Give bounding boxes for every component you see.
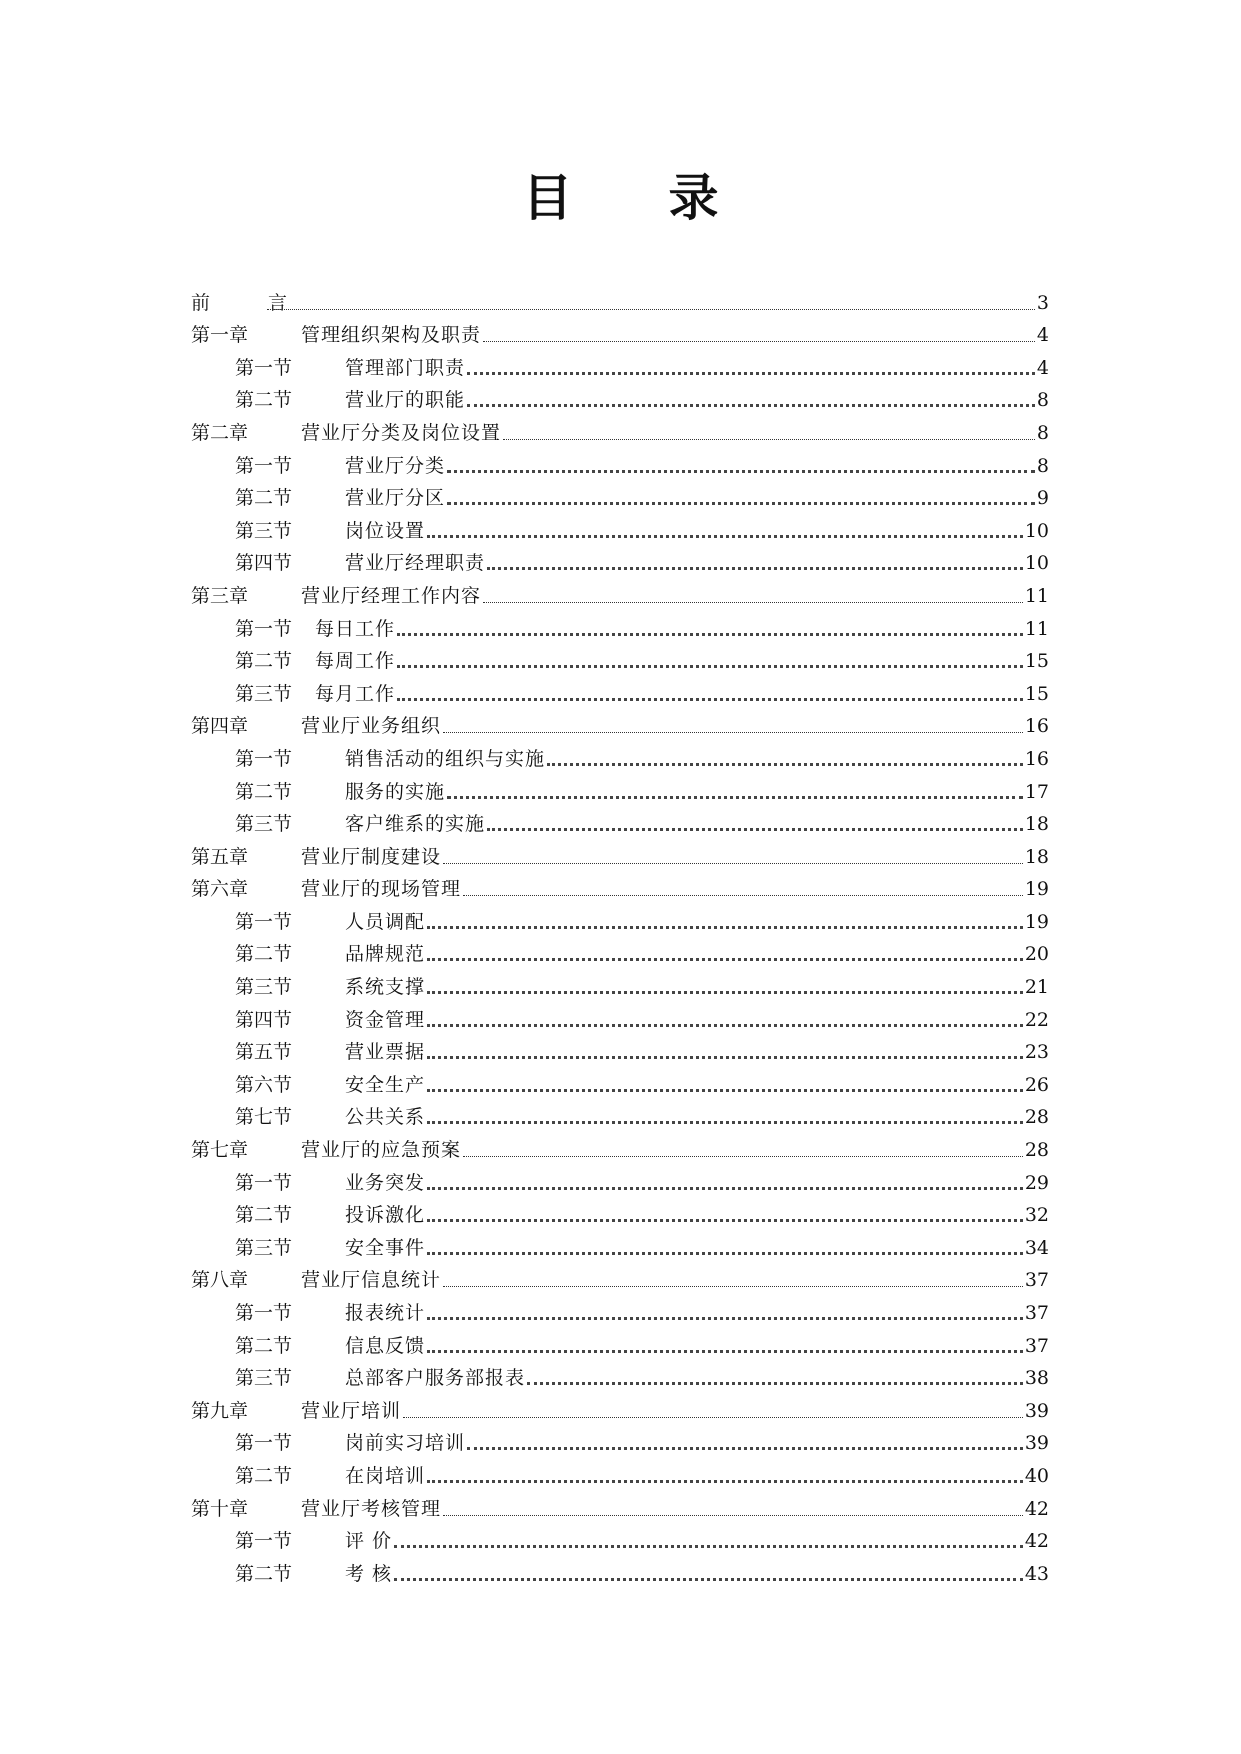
toc-section-entry[interactable] [191,998,1049,1031]
dot-leader [394,1545,1023,1548]
chapter-title: 营业厅分类及岗位设置 [301,421,502,444]
dot-leader [427,1121,1023,1124]
toc-section-entry[interactable] [191,1422,1049,1455]
section-title: 营业厅分区 [345,487,446,510]
section-number: 第四节 [235,552,293,575]
toc-page-number: 23 [1024,1041,1049,1064]
section-number: 第二节 [235,487,293,510]
section-number: 第二节 [235,1334,293,1357]
section-number: 第一节 [235,910,293,933]
toc-page-number: 11 [1024,584,1049,607]
section-title: 报表统计 [345,1302,426,1324]
dot-leader [463,895,1023,896]
dot-leader [443,732,1023,733]
dot-leader [427,1024,1023,1027]
section-title: 总部客户服务部报表 [345,1367,526,1390]
toc-page-number: 15 [1024,650,1049,673]
section-number: 第三节 [235,813,293,836]
section-title: 在岗培训 [345,1464,426,1487]
section-number: 第六节 [235,1073,293,1096]
section-number: 第一节 [235,617,293,640]
chapter-number: 第一章 [191,324,249,347]
toc-section-entry[interactable] [191,933,1049,966]
chapter-number: 第七章 [191,1139,249,1162]
dot-leader [427,535,1023,538]
section-title: 管理部门职责 [345,356,466,379]
toc-page-number: 17 [1024,780,1049,803]
toc-entry-preface[interactable] [191,281,1049,314]
toc-chapter-entry[interactable] [191,574,1049,607]
toc-page-number: 11 [1024,617,1049,640]
dot-leader [487,567,1023,570]
dot-leader [547,763,1023,766]
toc-page-number: 26 [1024,1073,1049,1096]
section-number: 第一节 [235,356,293,379]
toc-page-number: 3 [1036,291,1049,314]
dot-leader [427,1317,1023,1320]
toc-section-entry[interactable] [191,1324,1049,1357]
toc-chapter-entry[interactable] [191,705,1049,738]
dot-leader [427,926,1023,929]
dot-leader [397,633,1023,636]
toc-page-number: 8 [1036,421,1049,444]
section-title: 资金管理 [345,1008,426,1031]
section-title: 销售活动的组织与实施 [345,747,546,770]
section-number: 第一节 [235,454,293,477]
dot-leader [427,1252,1023,1255]
chapter-title: 营业厅培训 [301,1399,402,1422]
table-of-contents [191,281,1049,1585]
section-title: 安全事件 [345,1236,426,1259]
dot-leader [427,1056,1023,1059]
toc-page-number: 4 [1036,356,1049,379]
dot-leader [403,1417,1023,1418]
section-number: 第三节 [235,519,293,542]
section-title: 业务突发 [345,1171,426,1194]
toc-page-number: 43 [1024,1562,1049,1585]
toc-page-number: 32 [1024,1204,1049,1227]
toc-chapter-entry[interactable] [191,1128,1049,1161]
section-number: 第一节 [235,1171,293,1194]
section-number: 第二节 [235,1204,293,1227]
dot-leader [503,439,1035,440]
toc-chapter-entry[interactable] [191,1487,1049,1520]
chapter-title: 营业厅考核管理 [301,1497,442,1520]
chapter-number: 第四章 [191,715,249,738]
chapter-title: 营业厅的现场管理 [301,878,462,901]
section-title: 营业厅分类 [345,454,446,477]
toc-page-number: 22 [1024,1008,1049,1031]
section-number: 第三节 [235,682,293,705]
chapter-title: 营业厅经理工作内容 [301,584,482,607]
chapter-number: 第三章 [191,584,249,607]
toc-section-entry[interactable] [191,1357,1049,1390]
section-title: 客户维系的实施 [345,813,486,836]
chapter-number: 第十章 [191,1497,249,1520]
section-number: 第二节 [235,943,293,966]
chapter-number: 第九章 [191,1399,249,1422]
toc-page-number: 42 [1024,1497,1049,1520]
dot-leader [427,1089,1023,1092]
dot-leader [467,372,1035,375]
section-title: 投诉激化 [345,1204,426,1227]
dot-leader [427,1219,1023,1222]
dot-leader [427,1480,1023,1483]
dot-leader [527,1382,1023,1385]
toc-chapter-entry[interactable] [191,411,1049,444]
section-title: 营业厅的职能 [345,389,466,412]
toc-page-number: 39 [1024,1399,1049,1422]
toc-page-number: 18 [1024,845,1049,868]
toc-page-number: 8 [1036,454,1049,477]
toc-section-entry[interactable] [191,1552,1049,1585]
toc-page-number: 28 [1024,1106,1049,1129]
toc-page-number: 37 [1024,1334,1049,1357]
toc-section-entry[interactable] [191,379,1049,412]
section-number: 第三节 [235,1236,293,1259]
section-number: 第二节 [235,389,293,412]
toc-section-entry[interactable] [191,965,1049,998]
section-title: 评 价 [345,1530,393,1553]
section-title: 考 核 [345,1562,393,1585]
section-number: 第七节 [235,1106,293,1129]
chapter-number: 第六章 [191,878,249,901]
section-title: 岗前实习培训 [345,1432,466,1455]
toc-page-number: 34 [1024,1236,1049,1259]
toc-page-number: 20 [1024,943,1049,966]
section-number: 第二节 [235,780,293,803]
toc-page-number: 19 [1024,878,1049,901]
dot-leader [447,796,1023,799]
toc-page-number: 9 [1036,487,1049,510]
dot-leader [463,1156,1023,1157]
toc-page-number: 40 [1024,1464,1049,1487]
toc-section-entry[interactable] [191,346,1049,379]
toc-section-entry[interactable] [191,542,1049,575]
toc-section-entry[interactable] [191,1096,1049,1129]
page-title [0,168,1241,228]
toc-page-number: 37 [1024,1302,1049,1324]
toc-section-entry[interactable] [191,607,1049,640]
toc-page-number: 4 [1036,324,1049,347]
dot-leader [427,1350,1023,1353]
toc-page-number: 15 [1024,682,1049,705]
section-number: 第一节 [235,1432,293,1455]
dot-leader [397,698,1023,701]
dot-leader [443,1286,1023,1287]
section-title: 岗位设置 [345,519,426,542]
section-title: 营业厅经理职责 [345,552,486,575]
section-title: 信息反馈 [345,1334,426,1357]
toc-entry-label: 前 言 [191,291,314,314]
toc-chapter-entry[interactable] [191,1259,1049,1292]
toc-page-number: 19 [1024,910,1049,933]
dot-leader [267,309,1035,310]
section-title: 服务的实施 [345,780,446,803]
section-title: 品牌规范 [345,943,426,966]
chapter-title: 营业厅制度建设 [301,845,442,868]
dot-leader [394,1578,1023,1581]
toc-section-entry[interactable] [191,477,1049,510]
dot-leader [443,1515,1023,1516]
toc-page-number: 10 [1024,552,1049,575]
section-number: 第一节 [235,1302,293,1324]
toc-section-entry[interactable] [191,900,1049,933]
section-title: 人员调配 [345,910,426,933]
toc-page-number: 16 [1024,715,1049,738]
toc-section-entry[interactable] [191,1454,1049,1487]
section-title: 每周工作 [315,650,396,673]
chapter-number: 第八章 [191,1269,249,1292]
dot-leader [447,502,1035,505]
dot-leader [467,404,1035,407]
title-char-2: 录 [668,168,719,227]
toc-section-entry[interactable] [191,1226,1049,1259]
toc-page-number: 39 [1024,1432,1049,1455]
dot-leader [487,828,1023,831]
toc-section-entry[interactable] [191,640,1049,673]
toc-section-entry[interactable] [191,1031,1049,1064]
toc-chapter-entry[interactable] [191,868,1049,901]
dot-leader [483,602,1023,603]
toc-page-number: 18 [1024,813,1049,836]
section-title: 每日工作 [315,617,396,640]
toc-section-entry[interactable] [191,1520,1049,1553]
section-title: 每月工作 [315,682,396,705]
toc-page-number: 16 [1024,747,1049,770]
section-title: 营业票据 [345,1041,426,1064]
title-char-1: 目 [522,168,573,227]
toc-page-number: 37 [1024,1269,1049,1292]
toc-page-number: 8 [1036,389,1049,412]
toc-page-number: 38 [1024,1367,1049,1390]
toc-chapter-entry[interactable] [191,1389,1049,1422]
dot-leader [427,1187,1023,1190]
chapter-title: 营业厅的应急预案 [301,1139,462,1162]
section-number: 第二节 [235,650,293,673]
section-number: 第一节 [235,747,293,770]
chapter-title: 管理组织架构及职责 [301,324,482,347]
section-title: 系统支撑 [345,976,426,999]
dot-leader [467,1447,1023,1450]
section-title: 公共关系 [345,1106,426,1129]
toc-chapter-entry[interactable] [191,835,1049,868]
toc-section-entry[interactable] [191,1291,1049,1324]
section-number: 第三节 [235,1367,293,1390]
section-number: 第二节 [235,1562,293,1585]
toc-section-entry[interactable] [191,1194,1049,1227]
section-number: 第三节 [235,976,293,999]
toc-page-number: 28 [1024,1139,1049,1162]
toc-page-number: 42 [1024,1530,1049,1553]
section-title: 安全生产 [345,1073,426,1096]
toc-section-entry[interactable] [191,770,1049,803]
section-number: 第一节 [235,1530,293,1553]
section-number: 第二节 [235,1464,293,1487]
toc-page-number: 10 [1024,519,1049,542]
toc-chapter-entry[interactable] [191,314,1049,347]
section-number: 第五节 [235,1041,293,1064]
toc-section-entry[interactable] [191,444,1049,477]
toc-page-number: 21 [1024,976,1049,999]
dot-leader [397,665,1023,668]
chapter-title: 营业厅业务组织 [301,715,442,738]
dot-leader [483,341,1035,342]
toc-section-entry[interactable] [191,672,1049,705]
toc-section-entry[interactable] [191,509,1049,542]
toc-section-entry[interactable] [191,803,1049,836]
toc-section-entry[interactable] [191,737,1049,770]
toc-section-entry[interactable] [191,1161,1049,1194]
chapter-number: 第五章 [191,845,249,868]
dot-leader [443,863,1023,864]
chapter-number: 第二章 [191,421,249,444]
toc-section-entry[interactable] [191,1063,1049,1096]
dot-leader [447,470,1035,473]
toc-page-number: 29 [1024,1171,1049,1194]
dot-leader [427,958,1023,961]
chapter-title: 营业厅信息统计 [301,1269,442,1292]
dot-leader [427,991,1023,994]
section-number: 第四节 [235,1008,293,1031]
